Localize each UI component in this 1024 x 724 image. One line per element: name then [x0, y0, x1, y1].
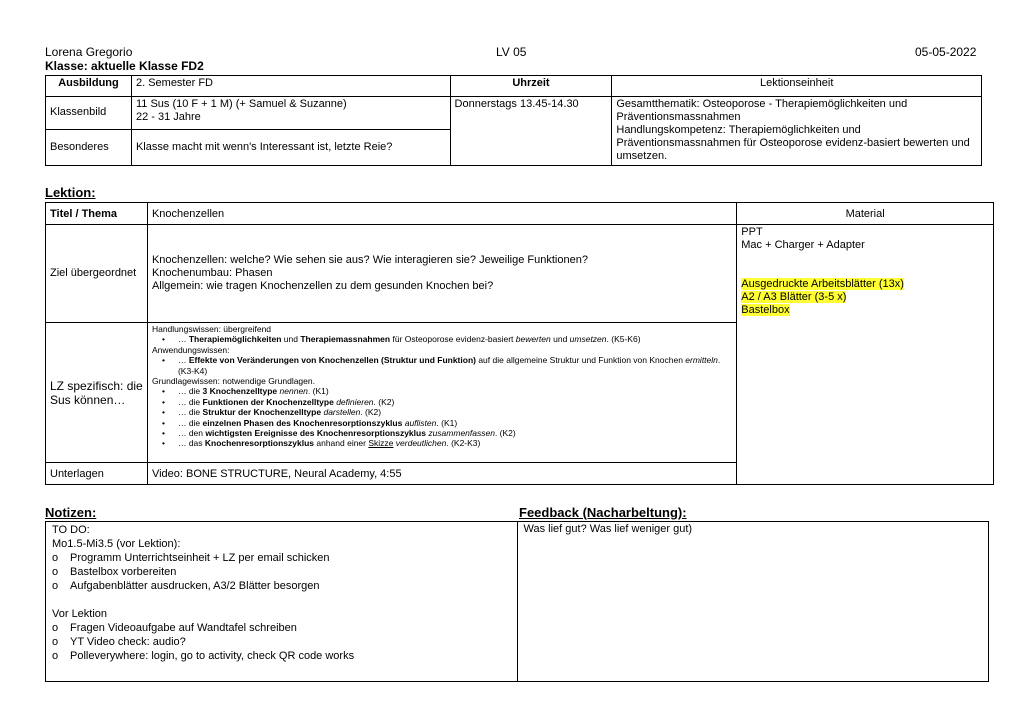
ziel-line2: Knochenumbau: Phasen	[151, 267, 273, 279]
mo-label: Mo1.5-Mi3.5 (vor Lektion):	[52, 538, 181, 550]
ziel-value	[147, 225, 736, 323]
notes-table	[45, 521, 989, 682]
lz-item: • … die Struktur der Knochenzelltype darstellen. (K2)	[162, 407, 732, 417]
titel-value: Knochenzellen	[147, 203, 736, 225]
lz-item: • … den wichtigsten Ereignisse des Knochenresorptionszyklus zusammenfassen. (K2)	[162, 428, 732, 438]
material-value	[737, 225, 994, 485]
material-highlight3: Bastelbox	[741, 304, 790, 316]
klassenbild-line2: 22 - 31 Jahre	[135, 111, 201, 123]
todo-item: o Programm Unterrichtseinheit + LZ per email schicken	[52, 552, 330, 564]
ziel-line3: Allgemein: wie tragen Knochenzellen zu dem gesunden Knochen bei?	[151, 280, 494, 292]
author-name: Lorena Gregorio	[45, 45, 133, 59]
ausbildung-value: 2. Semester FD	[131, 76, 450, 97]
ziel-label: Ziel übergeordnet	[46, 225, 148, 323]
uhrzeit-label: Uhrzeit	[450, 76, 612, 97]
lektionseinheit-label: Lektionseinheit	[612, 76, 982, 97]
lz-item: • … Therapiemöglichkeiten und Therapiemassnahmen für Osteoporose evidenz-basiert bewerten und umsetzen. (K5-K6)	[162, 334, 732, 344]
document-date: 05-05-2022	[915, 45, 977, 59]
unterlagen-label: Unterlagen	[46, 463, 148, 485]
material-line2: Mac + Charger + Adapter	[741, 239, 865, 251]
klassenbild-line1: 11 Sus (10 F + 1 M) (+ Samuel & Suzanne)	[135, 98, 347, 110]
klassenbild-label: Klassenbild	[46, 97, 132, 130]
titel-label: Titel / Thema	[46, 203, 148, 225]
lz-item: • … das Knochenresorptionszyklus anhand einer Skizze verdeutlichen. (K2-K3)	[162, 438, 732, 448]
lektion-table	[45, 202, 994, 485]
todo-item: o Aufgabenblätter ausdrucken, A3/2 Blätter besorgen	[52, 580, 320, 592]
ausbildung-label: Ausbildung	[46, 76, 132, 97]
material-label: Material	[737, 203, 994, 225]
uhrzeit-value: Donnerstags 13.45-14.30	[450, 97, 612, 166]
todo-item: o Polleverywhere: login, go to activity, check QR code works	[52, 650, 355, 662]
klassenbild-value	[131, 97, 450, 130]
lz-heading-grundlage: Grundlagewissen: notwendige Grundlagen.	[151, 376, 315, 387]
lektion-heading: Lektion:	[45, 185, 96, 200]
todo-item: o Fragen Videoaufgabe auf Wandtafel schreiben	[52, 622, 297, 634]
feedback-heading: Feedback (Nacharbeltung):	[519, 505, 687, 520]
lz-item: • … die 3 Knochenzelltype nennen. (K1)	[162, 386, 732, 396]
todo-label: TO DO:	[52, 524, 90, 536]
material-highlight2: A2 / A3 Blätter (3-5 x)	[741, 291, 847, 303]
lz-heading-handlung: Handlungswissen: übergreifend	[151, 324, 272, 334]
todo-item: o YT Video check: audio?	[52, 636, 186, 648]
lz-item: • … die Funktionen der Knochenzelltype definieren. (K2)	[162, 397, 732, 407]
besonderes-label: Besonderes	[46, 130, 132, 166]
lz-content	[147, 323, 736, 463]
lz-item: • … die einzelnen Phasen des Knochenresorptionszyklus auflisten. (K1)	[162, 418, 732, 428]
besonderes-value: Klasse macht mit wenn's Interessant ist, letzte Reie?	[131, 130, 450, 166]
class-info-table	[45, 75, 982, 166]
lz-item: • … Effekte von Veränderungen von Knochenzellen (Struktur und Funktion) auf die allgemeine Struktur und Funktion von Knochen ermitteln. (K3-K4)	[162, 355, 732, 376]
material-highlight1: Ausgedruckte Arbeitsblätter (13x)	[741, 278, 904, 290]
notizen-heading: Notizen:	[45, 505, 97, 520]
handlungskompetenz: Handlungskompetenz: Therapiemöglichkeiten und Präventionsmassnahmen für Osteoporose evidenz-basiert bewerten und umsetzen.	[616, 124, 970, 162]
lz-heading-anwendung: Anwendungswissen:	[151, 344, 230, 355]
klasse-heading: Klasse: aktuelle Klasse FD2	[45, 59, 204, 73]
feedback-content: Was lief gut? Was lief weniger gut)	[517, 522, 988, 682]
vor-lektion-label: Vor Lektion	[52, 608, 108, 620]
gesamtthematik: Gesamtthematik: Osteoporose - Therapiemöglichkeiten und Präventionsmassnahmen	[616, 98, 908, 123]
lz-label: LZ spezifisch: die Sus können…	[46, 323, 148, 463]
notizen-content	[46, 522, 518, 682]
lv-number: LV 05	[496, 45, 527, 59]
material-line1: PPT	[741, 226, 763, 238]
lektionseinheit-value	[612, 97, 982, 166]
todo-item: o Bastelbox vorbereiten	[52, 566, 177, 578]
ziel-line1: Knochenzellen: welche? Wie sehen sie aus? Wie interagieren sie? Jeweilige Funktionen?	[151, 254, 588, 266]
unterlagen-value: Video: BONE STRUCTURE, Neural Academy, 4:55	[147, 463, 736, 485]
